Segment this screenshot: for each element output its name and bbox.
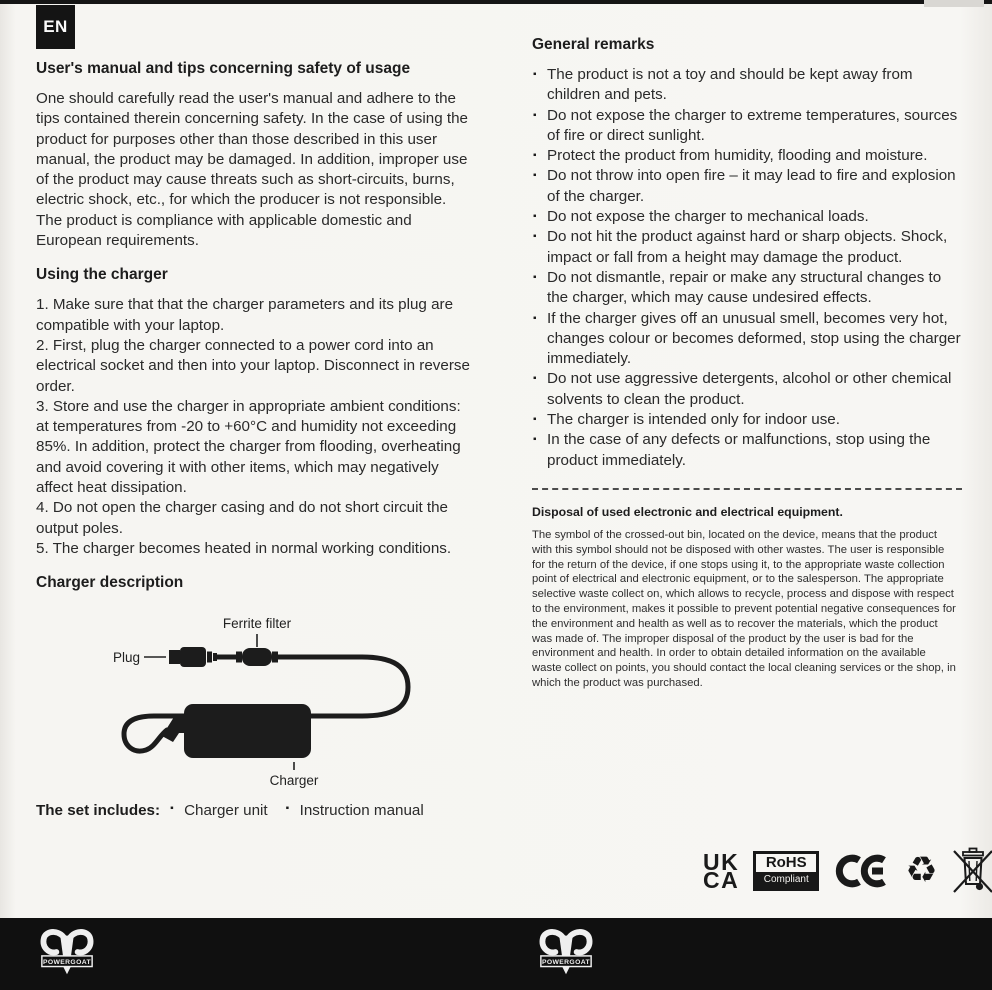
disposal-paragraph: The symbol of the crossed-out bin, located on the device, means that the product with this symbol should not be disposed with other wastes. The user is responsible for the return of the device, if one stops using it, to the appropriate waste collection point of electrical and electronic equipment, or to the salesperson. The appropriate selective waste collect on, which allows to recycle, process and dispose with respect to the environment, makes it possible to prevent potential negative consequences for the environment and health as well as to recover the materials, which the product was made of. The improper disposal of the product by the user is bad for the environment and health. In order to obtain detailed information on the available waste collect on points, you should contact the local cleaning services or the shop, in which the product was purchased. [532, 528, 956, 689]
recycling-icon: ♻ [905, 850, 938, 891]
certification-marks-row [703, 846, 992, 896]
usage-step: 1. Make sure that that the charger parameters and its plug are compatible with your laptop. [36, 296, 454, 334]
powergoat-logo [537, 925, 595, 981]
weee-crossed-bin-icon [952, 846, 992, 896]
remark-item: ▪ Protect the product from humidity, flooding and moisture. [532, 146, 962, 166]
remark-item: ▪ The charger is intended only for indoor use. [532, 410, 962, 430]
charger-description-heading: Charger description [36, 574, 184, 592]
language-badge-label: EN [43, 17, 68, 36]
right-column [532, 36, 962, 691]
remark-item: ▪ Do not use aggressive detergents, alcohol or other chemical solvents to clean the product. [532, 369, 962, 410]
cable-collar [236, 652, 242, 663]
safety-heading: User's manual and tips concerning safety of usage [36, 60, 411, 77]
remark-item: ▪ Do not expose the charger to extreme temperatures, sources of fire or direct sunlight. [532, 106, 962, 147]
charger-brick-icon [184, 704, 311, 758]
charger-diagram-illustration [110, 603, 470, 795]
ukca-line1: UK [703, 848, 740, 875]
rohs-subtitle: Compliant [756, 872, 816, 888]
ce-mark-icon [833, 854, 891, 888]
powergoat-logo [38, 925, 96, 981]
ukca-mark [703, 848, 740, 893]
remark-item: ▪ Do not expose the charger to mechanical loads. [532, 207, 962, 227]
set-includes-row [36, 802, 474, 819]
disposal-heading: Disposal of used electronic and electrical equipment. [532, 504, 843, 519]
usage-step: 5. The charger becomes heated in normal working conditions. [36, 539, 452, 557]
remark-item: ▪ Do not hit the product against hard or sharp objects. Shock, impact or fall from a height may damage the product. [532, 227, 962, 268]
plug-icon [169, 647, 217, 667]
remark-item: ▪ If the charger gives off an unusual smell, becomes very hot, changes colour or becomes deformed, stop using the charger immediately. [532, 309, 962, 370]
powergoat-wordmark: POWERGOAT [43, 959, 91, 967]
charger-label: Charger [269, 773, 319, 789]
set-includes-item: ▪ Charger unit [170, 802, 268, 819]
top-edge-bar [0, 0, 992, 4]
usage-step: 4. Do not open the charger casing and do not short circuit the output poles. [36, 499, 449, 537]
safety-intro-paragraph: One should carefully read the user's manual and adhere to the tips contained therein concerning safety. In the case of using the product for purposes other than those described in this user manual, the product may be damaged. In addition, improper use of the product may cause threats such as short-circuits, burns, electric shock, etc., for which the producer is not responsible. The product is compliance with applicable domestic and European requirements. [36, 90, 468, 250]
rohs-title: RoHS [765, 854, 807, 871]
remark-item: ▪ Do not dismantle, repair or make any structural changes to the charger, which may cause undesired effects. [532, 268, 962, 309]
usage-step: 3. Store and use the charger in appropriate ambient conditions: at temperatures from -20 to +60°C and humidity not exceeding 85%. In addition, protect the charger from flooding, overheating and avoid covering it with other items, which may negatively affect heat dissipation. [36, 397, 461, 497]
general-remarks-heading: General remarks [532, 36, 655, 53]
set-includes-items [170, 802, 424, 819]
ukca-line2: CA [703, 867, 740, 893]
set-includes-label: The set includes: [36, 802, 161, 820]
remark-item: ▪ The product is not a toy and should be kept away from children and pets. [532, 65, 962, 106]
footer-bar [0, 918, 992, 990]
plug-label: Plug [112, 650, 140, 666]
set-includes-item: ▪ Instruction manual [286, 802, 424, 819]
language-badge [36, 5, 75, 49]
dashed-divider [532, 488, 962, 490]
charger-diagram [110, 603, 474, 800]
usage-step: 2. First, plug the charger connected to a power cord into an electrical socket and then into your laptop. Disconnect in reverse order. [36, 336, 470, 395]
remark-item: ▪ Do not throw into open fire – it may lead to fire and explosion of the charger. [532, 166, 962, 207]
left-column [36, 60, 474, 819]
general-remarks-list [532, 65, 962, 471]
usage-steps-list [36, 295, 474, 559]
scan-corner-artifact [924, 0, 984, 7]
ferrite-filter-label: Ferrite filter [222, 616, 292, 632]
rohs-mark [753, 851, 819, 891]
powergoat-wordmark: POWERGOAT [542, 959, 590, 967]
remark-item: ▪ In the case of any defects or malfunctions, stop using the product immediately. [532, 430, 962, 471]
using-charger-heading: Using the charger [36, 266, 168, 284]
ferrite-filter-icon [242, 648, 272, 666]
